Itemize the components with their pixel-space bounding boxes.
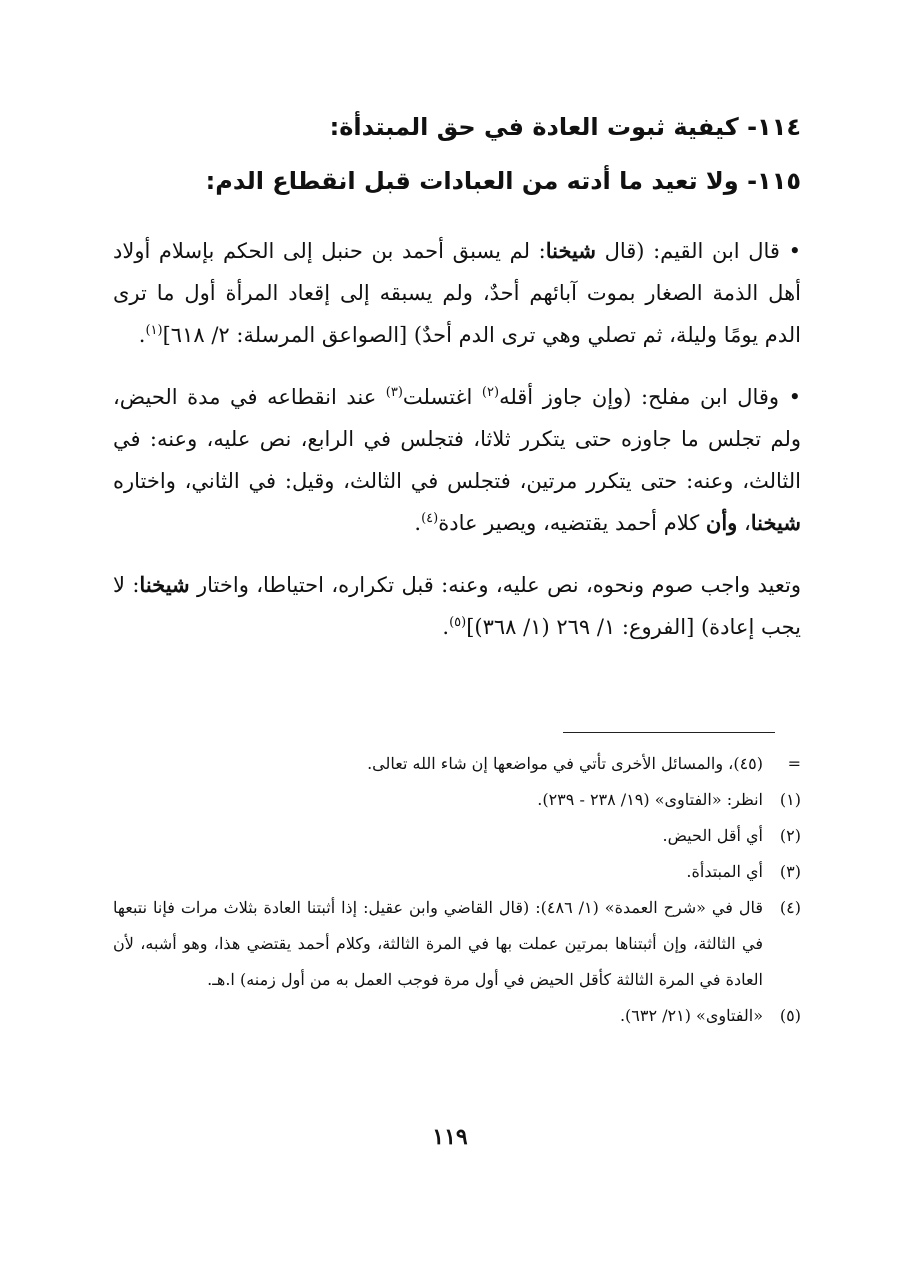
- footnote-text: أي المبتدأة.: [686, 862, 763, 881]
- p2-text-part3: عند انقطاعه في مدة الحيض، ولم تجلس ما جاوزه حتى يتكرر ثلاثا، فتجلس في الرابع، نص عليه، وعنه: في الثالث، وعنه: حتى يتكرر مرتين، فتجلس في الثالث، وقيل: في الثاني، واختاره: [113, 385, 801, 493]
- heading-115: ١١٥- ولا تعيد ما أدته من العبادات قبل انقطاع الدم:: [205, 167, 801, 195]
- p2-bold-shaykhuna: شيخنا: [750, 510, 801, 535]
- footnote-5: [113, 998, 801, 1034]
- p1-bold-shaykhuna: شيخنا: [545, 238, 596, 263]
- page-number: ١١٩: [432, 1124, 468, 1150]
- footnotes: [113, 746, 801, 1034]
- footnote-4: [113, 890, 801, 998]
- footnote-text: انظر: «الفتاوى» (١٩/ ٢٣٨ - ٢٣٩).: [537, 790, 763, 809]
- footnote-number: (٤): [779, 898, 801, 917]
- p2-text-part5: كلام أحمد يقتضيه، ويصير عادة: [438, 511, 706, 535]
- p3-text-end: .: [442, 615, 450, 639]
- footnote-ref-5: (٥): [449, 615, 467, 630]
- footnote-text: «الفتاوى» (٢١/ ٦٣٢).: [619, 1006, 763, 1025]
- heading-114: ١١٤- كيفية ثبوت العادة في حق المبتدأة:: [329, 113, 801, 141]
- footnote-1: [113, 782, 801, 818]
- footnote-ref-3: (٣): [385, 385, 403, 400]
- footnote-number: (٢): [779, 826, 801, 845]
- p3-text-part2: : لا يجب إعادة) [الفروع: ١/ ٢٦٩ (١/ ٣٦٨)]: [113, 573, 801, 639]
- footnote-3: [113, 854, 801, 890]
- footnote-continuation: [113, 746, 801, 782]
- main-text: [113, 112, 801, 668]
- footnote-marker: =: [787, 754, 801, 773]
- paragraph-ibn-qayyim: [113, 230, 801, 356]
- p1-text-body: : لم يسبق أحمد بن حنبل إلى الحكم بإسلام أولاد أهل الذمة الصغار بموت آبائهم أحدٌ، ولم يسبقه إلى إقعاد المرأة أول ما ترى الدم يومًا وليلة، ثم تصلي وهي ترى الدم أحدٌ) [الصواعق المرسلة: ٢/ ٦١٨]: [113, 239, 801, 347]
- footnote-ref-1: (١): [145, 323, 163, 338]
- p2-bold-wa-anna: وأن: [705, 510, 738, 535]
- p2-text-end: .: [414, 511, 422, 535]
- p1-text-end: .: [138, 323, 146, 347]
- footnote-2: [113, 818, 801, 854]
- p2-text-part4: ،: [737, 511, 751, 535]
- p3-text-part1: وتعيد واجب صوم ونحوه، نص عليه، وعنه: قبل تكراره، احتياطا، واختار: [189, 573, 801, 597]
- footnote-text: قال في «شرح العمدة» (١/ ٤٨٦): (قال القاضي وابن عقيل: إذا أثبتنا العادة بثلاث مرات فإنا نتبعها في الثالثة، وإن أثبتناها بمرتين عملت بها في المرة الثالثة، وكلام أحمد يقتضي هذا، وهو أشبه، لأن العادة في المرة الثالثة كأقل الحيض في أول مرة فوجب العمل به من أول زمنه) ا.هـ.: [113, 898, 763, 989]
- footnote-number: (٥): [779, 1006, 801, 1025]
- footnote-ref-4: (٤): [421, 511, 439, 526]
- footnote-ref-2: (٢): [481, 385, 500, 400]
- footnote-number: (٣): [779, 862, 801, 881]
- footnote-number: (١): [779, 790, 801, 809]
- paragraph-ibn-muflih: [113, 376, 801, 544]
- footnote-text: (٤٥)، والمسائل الأخرى تأتي في مواضعها إن شاء الله تعالى.: [367, 754, 763, 773]
- footnote-text: أي أقل الحيض.: [662, 826, 763, 845]
- p3-bold-shaykhuna: شيخنا: [139, 572, 190, 597]
- p2-text-part2: اغتسلت: [402, 385, 482, 409]
- p2-text-part1: • وقال ابن مفلح: (وإن جاوز أقله: [499, 385, 801, 409]
- footnote-separator: [563, 732, 775, 733]
- p1-text-start: • قال ابن القيم: (قال: [595, 239, 801, 263]
- paragraph-repeat-fast: [113, 564, 801, 648]
